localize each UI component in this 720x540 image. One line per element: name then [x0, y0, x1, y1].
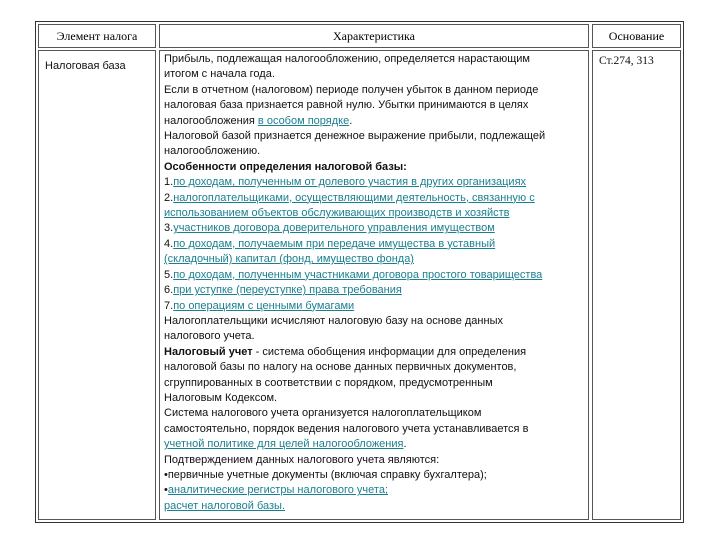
text: Налогоплательщики исчисляют налоговую базу на основе данных: [164, 314, 503, 327]
text-line: [164, 252, 588, 267]
text-line: [164, 499, 588, 514]
text-line: [164, 129, 588, 144]
text-line: [164, 160, 588, 175]
text: Система налогового учета организуется налогоплательщиком: [164, 407, 482, 420]
text: Прибыль, подлежащая налогообложению, определяется нарастающим: [164, 53, 530, 65]
text-line: [164, 83, 588, 98]
text: 4.: [164, 237, 174, 250]
text-line: [164, 468, 588, 483]
link[interactable]: налогоплательщиками, осуществляющими деятельность, связанную с: [173, 191, 535, 204]
header-characteristic: Характеристика: [159, 24, 589, 48]
text-line: [164, 144, 588, 159]
cell-element: [38, 50, 156, 520]
text-line: [164, 206, 588, 221]
text-line: [164, 483, 588, 498]
text: •: [164, 484, 168, 497]
text: налогообложения: [164, 114, 258, 127]
text-line: [164, 345, 588, 360]
text-line: [164, 406, 588, 421]
text-line: [164, 221, 588, 236]
link[interactable]: аналитические регистры налогового учета;: [167, 484, 388, 497]
text-line: [164, 329, 588, 344]
text: самостоятельно, порядок ведения налогового учета устанавливается в: [164, 422, 529, 435]
text-line: [164, 422, 588, 437]
text-line: [164, 237, 588, 252]
link[interactable]: по операциям с ценными бумагами: [173, 299, 355, 312]
link[interactable]: участников договора доверительного управления имуществом: [173, 222, 495, 235]
text: Подтверждением данных налогового учета являются:: [164, 453, 440, 466]
text: 3.: [164, 222, 174, 235]
text-line: [164, 67, 588, 82]
cell-characteristic: [159, 50, 589, 520]
text-line: [164, 376, 588, 391]
text: налогового учета.: [164, 330, 255, 343]
text: налогообложению.: [164, 145, 261, 158]
text-line: [164, 191, 588, 206]
text: Налоговым Кодексом.: [164, 391, 278, 404]
element-name: Налоговая база: [45, 60, 126, 72]
text-line: [164, 114, 588, 129]
text-line: [164, 268, 588, 283]
text-line: [164, 299, 588, 314]
text-line: [164, 98, 588, 113]
text-line: [164, 52, 588, 67]
text: 5.: [164, 268, 174, 281]
link[interactable]: по доходам, получаемым при передаче имущества в уставный: [173, 237, 496, 250]
header-element: Элемент налога: [38, 24, 156, 48]
characteristic-text: [160, 51, 588, 514]
text-line: [164, 175, 588, 190]
text: налоговая база признается равной нулю. Убытки принимаются в целях: [164, 99, 529, 112]
link[interactable]: при уступке (переуступке) права требования: [173, 284, 402, 297]
link[interactable]: (складочный) капитал (фонд, имущество фонда): [164, 253, 414, 266]
text: 7.: [164, 299, 174, 312]
text-line: [164, 391, 588, 406]
text: сгруппированных в соответствии с порядком, предусмотренным: [164, 376, 493, 389]
text: - система обобщения информации для определения: [252, 345, 527, 358]
text: итогом с начала года.: [164, 68, 275, 81]
bold-text: Особенности определения налоговой базы:: [164, 160, 407, 173]
link[interactable]: расчет налоговой базы.: [164, 499, 286, 512]
text-line: [164, 453, 588, 468]
text-line: [164, 283, 588, 298]
text: 1.: [164, 176, 174, 189]
link[interactable]: по доходам, полученным участниками договора простого товарищества: [173, 268, 543, 281]
text-line: [164, 437, 588, 452]
text: .: [403, 438, 407, 451]
text: налоговой базы по налогу на основе данных первичных документов,: [164, 361, 517, 374]
text: Если в отчетном (налоговом) периоде получен убыток в данном периоде: [164, 83, 539, 96]
basis-text: Ст.274, 313: [599, 55, 654, 67]
text: .: [349, 114, 353, 127]
text: •первичные учетные документы (включая справку бухгалтера);: [164, 468, 487, 481]
text: 2.: [164, 191, 174, 204]
cell-basis: [592, 50, 681, 520]
link[interactable]: в особом порядке: [257, 114, 350, 127]
text-line: [164, 314, 588, 329]
link[interactable]: по доходам, полученным от долевого участия в других организациях: [173, 176, 527, 189]
link[interactable]: учетной политике для целей налогообложения: [164, 438, 404, 451]
bold-text: Налоговый учет: [164, 345, 253, 358]
link[interactable]: использованием объектов обслуживающих производств и хозяйств: [164, 207, 510, 220]
tax-table: [35, 21, 684, 523]
text: 6.: [164, 284, 174, 297]
header-basis: Основание: [592, 24, 681, 48]
text: Налоговой базой признается денежное выражение прибыли, подлежащей: [164, 130, 546, 143]
text-line: [164, 360, 588, 375]
